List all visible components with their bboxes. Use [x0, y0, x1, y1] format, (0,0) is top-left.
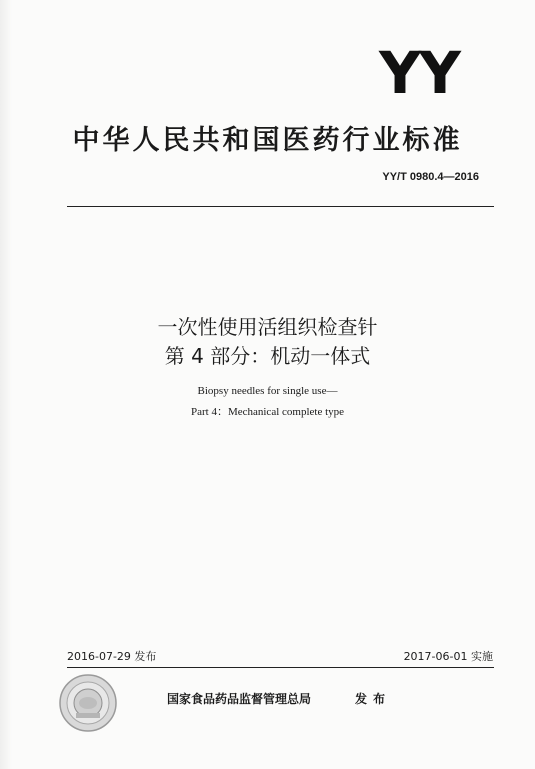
implement-date: 2017-06-01 实施 [403, 650, 493, 663]
yy-logo: YY [379, 39, 459, 107]
title-cn-line1: 一次性使用活组织检查针 [157, 315, 378, 339]
title-cn-line2: 第 4 部分：机动一体式 [164, 344, 371, 368]
title-en-line2: Part 4：Mechanical complete type [190, 406, 345, 418]
official-seal-icon [58, 673, 118, 733]
title-en-line1: Biopsy needles for single use— [197, 385, 338, 397]
publisher-name: 国家食品药品监督管理总局 [167, 692, 312, 706]
publish-label: 发布 [355, 692, 392, 706]
top-divider [67, 206, 494, 207]
bottom-divider [67, 667, 494, 668]
issue-date: 2016-07-29 发布 [67, 650, 157, 663]
standard-name: 中华人民共和国医药行业标准 [72, 125, 463, 156]
standard-code: YY/T 0980.4—2016 [382, 171, 479, 183]
